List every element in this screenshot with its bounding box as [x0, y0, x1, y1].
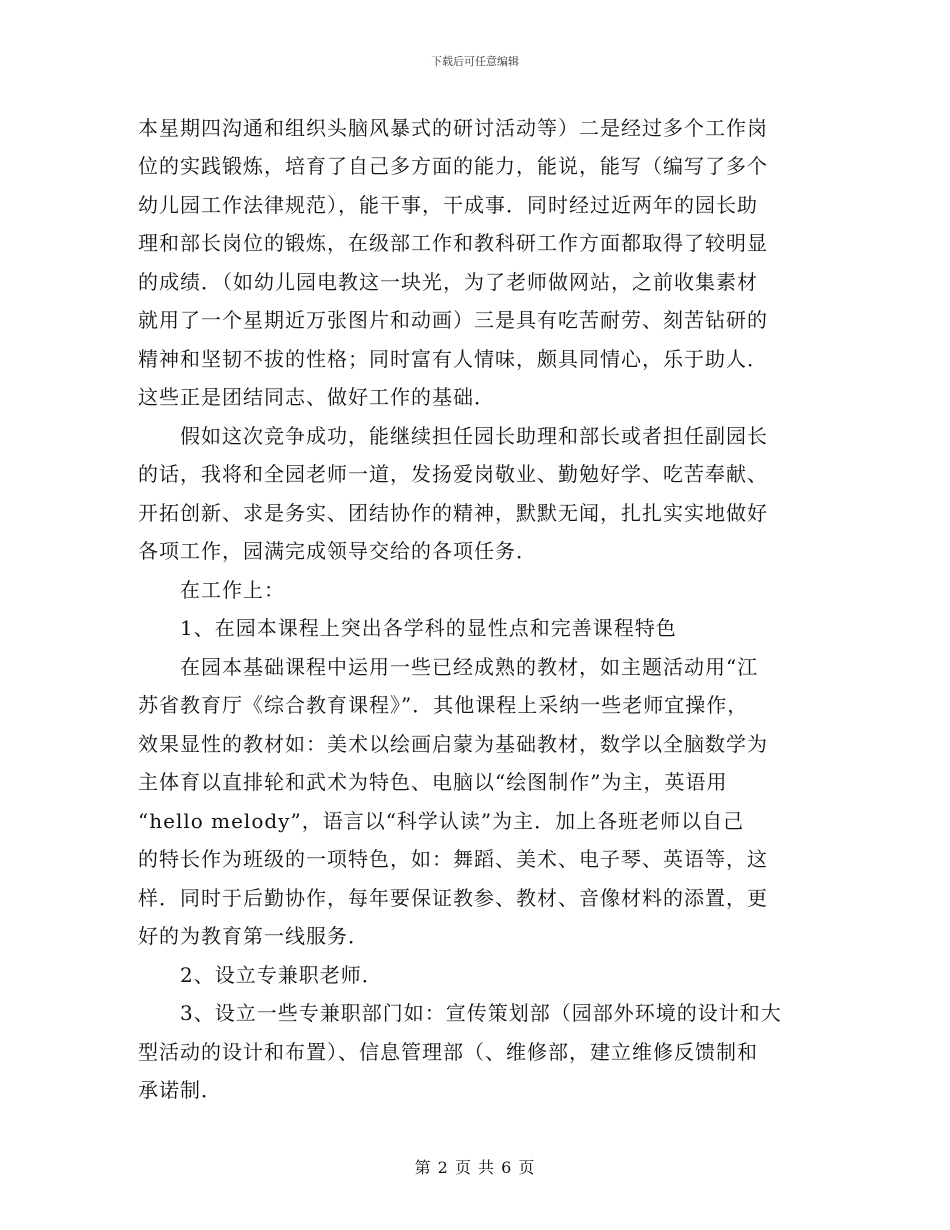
- text-line: 主体育以直排轮和武术为特色、电脑以“绘图制作”为主，英语用: [138, 770, 728, 794]
- text-line: 各项工作，园满完成领导交给的各项任务．: [138, 539, 537, 563]
- text-line: 在工作上：: [138, 578, 285, 602]
- text-line: 2、设立专兼职老师．: [138, 963, 383, 987]
- text-line: 好的为教育第一线服务．: [138, 924, 369, 948]
- text-line: 苏省教育厅《综合教育课程》”．其他课程上采纳一些老师宜操作，: [138, 693, 749, 717]
- text-line: 幼儿园工作法律规范），能干事，干成事．同时经过近两年的园长助: [138, 193, 758, 217]
- text-line: 的话，我将和全园老师一道，发扬爱岗敬业、勤勉好学、吃苦奉献、: [138, 462, 768, 486]
- text-line: 本星期四沟通和组织头脑风暴式的研讨活动等）二是经过多个工作岗: [138, 116, 768, 140]
- text-line: 效果显性的教材如：美术以绘画启蒙为基础教材，数学以全脑数学为: [138, 732, 768, 756]
- text-line: 3、设立一些专兼职部门如：宣传策划部（园部外环境的设计和大: [138, 1001, 782, 1025]
- text-line: 在园本基础课程中运用一些已经成熟的教材，如主题活动用“江: [138, 655, 759, 679]
- text-line: 的特长作为班级的一项特色，如：舞蹈、美术、电子琴、英语等，这: [138, 847, 768, 871]
- text-line: 假如这次竞争成功，能继续担任园长助理和部长或者担任副园长: [138, 424, 768, 448]
- text-line: “hello melody”，语言以“科学认读”为主．加上各班老师以自己: [138, 809, 745, 833]
- page-footer: 第 2 页 共 6 页: [414, 1158, 536, 1177]
- page-header: 下载后可任意编辑: [431, 55, 519, 68]
- text-line: 承诺制．: [138, 1078, 222, 1102]
- text-line: 的成绩．（如幼儿园电教这一块光，为了老师做网站，之前收集素材: [138, 270, 758, 294]
- text-line: 位的实践锻炼，培育了自己多方面的能力，能说，能写（编写了多个: [138, 154, 768, 178]
- text-line: 型活动的设计和布置）、信息管理部（、维修部，建立维修反馈制和: [138, 1040, 758, 1064]
- text-line: 这些正是团结同志、做好工作的基础．: [138, 385, 495, 409]
- text-line: 开拓创新、求是务实、团结协作的精神，默默无闻，扎扎实实地做好: [138, 501, 768, 525]
- text-line: 1、在园本课程上突出各学科的显性点和完善课程特色: [138, 616, 677, 640]
- text-line: 理和部长岗位的锻炼，在级部工作和教科研工作方面都取得了较明显: [138, 231, 768, 255]
- text-line: 精神和坚韧不拔的性格；同时富有人情味，颇具同情心，乐于助人．: [138, 347, 768, 371]
- text-line: 就用了一个星期近万张图片和动画）三是具有吃苦耐劳、刻苦钻研的: [138, 308, 768, 332]
- text-line: 样．同时于后勤协作，每年要保证教参、教材、音像材料的添置，更: [138, 886, 768, 910]
